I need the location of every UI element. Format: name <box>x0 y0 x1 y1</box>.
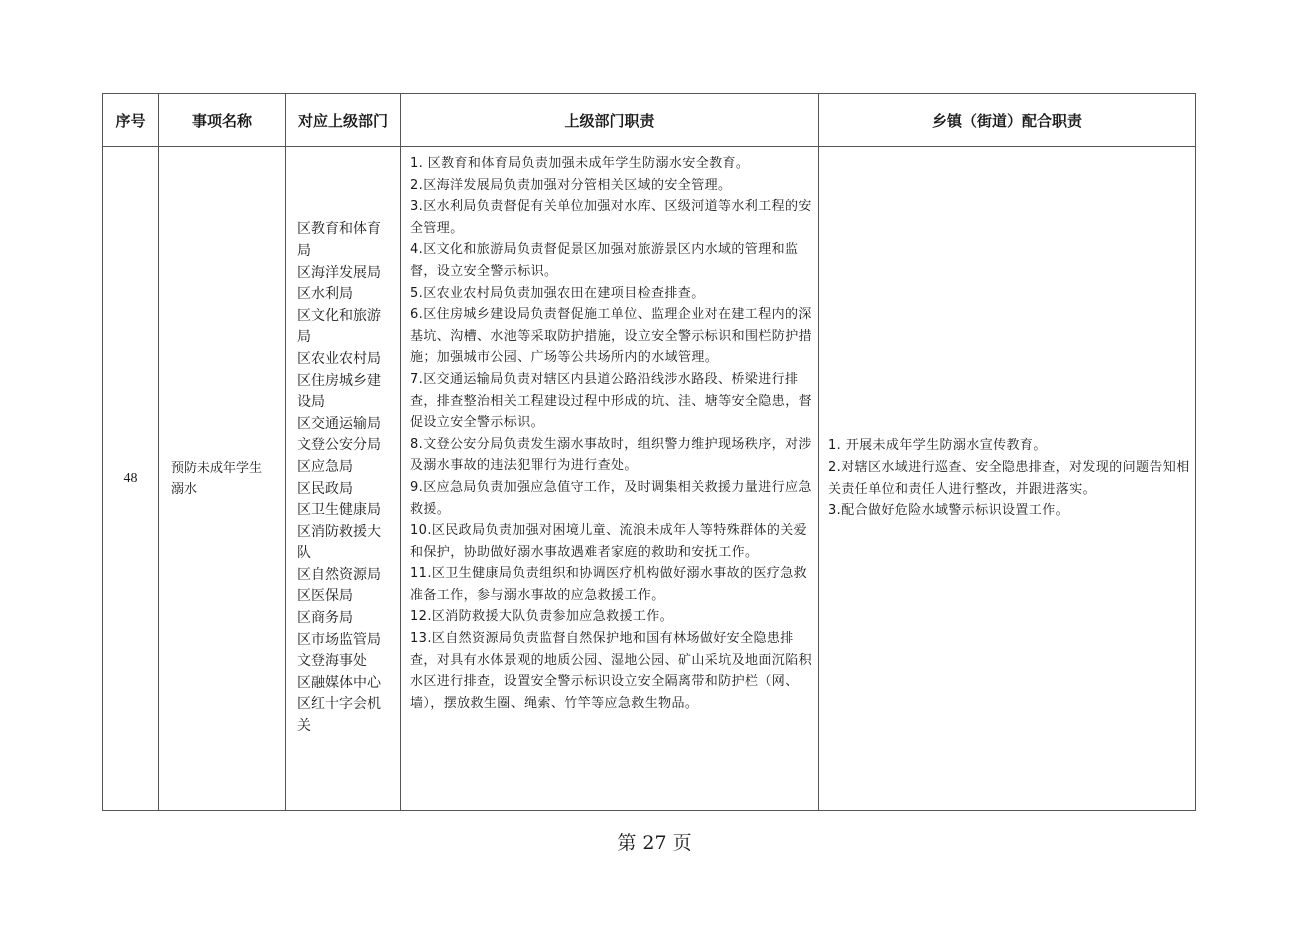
superior-duty-item: 4.区文化和旅游局负责督促景区加强对旅游景区内水域的管理和监督，设立安全警示标识。 <box>410 242 799 279</box>
department-item: 区卫生健康局 <box>297 502 381 519</box>
department-item: 关 <box>297 718 311 735</box>
department-item: 区自然资源局 <box>297 566 381 583</box>
row-superior-duties-cell <box>401 147 819 811</box>
superior-duty-item: 13.区自然资源局负责监督自然保护地和国有林场做好安全隐患排查，对具有水体景观的地质公园、湿地公园、矿山采坑及地面沉陷积水区进行排查，设置安全警示标识设立安全隔离带和防护栏（网、墙），摆放救生圈、绳索、竹竿等应急救生物品。 <box>410 631 813 711</box>
header-town-duties: 乡镇（街道）配合职责 <box>819 94 1196 147</box>
superior-duty-item: 7.区交通运输局负责对辖区内县道公路沿线涉水路段、桥梁进行排查，排查整治相关工程建设过程中形成的坑、洼、塘等安全隐患，督促设立安全警示标识。 <box>410 371 813 431</box>
header-item-name: 事项名称 <box>159 94 286 147</box>
department-item: 文登公安分局 <box>297 437 381 454</box>
row-town-duties-cell <box>819 147 1196 811</box>
town-duty-item: 3.配合做好危险水域警示标识设置工作。 <box>828 503 1070 519</box>
superior-duty-item: 11.区卫生健康局负责组织和协调医疗机构做好溺水事故的医疗急救准备工作，参与溺水事故的应急救援工作。 <box>410 566 808 603</box>
superior-duty-list <box>401 147 818 718</box>
department-item: 区红十字会机 <box>297 696 381 713</box>
header-number: 序号 <box>103 94 159 147</box>
department-item: 文登海事处 <box>297 653 367 670</box>
superior-duty-item: 6.区住房城乡建设局负责督促施工单位、监理企业对在建工程内的深基坑、沟槽、水池等采取防护措施，设立安全警示标识和围栏防护措施；加强城市公园、广场等公共场所内的水域管理。 <box>410 307 813 366</box>
town-duty-item: 2.对辖区水域进行巡查、安全隐患排查，对发现的问题告知相关责任单位和责任人进行整改，并跟进落实。 <box>828 459 1190 497</box>
superior-duty-item: 5.区农业农村局负责加强农田在建项目检查排查。 <box>410 285 705 301</box>
department-item: 队 <box>297 545 311 562</box>
department-item: 区民政局 <box>297 480 353 497</box>
department-item: 区教育和体育 <box>297 221 381 238</box>
town-duty-item: 1. 开展未成年学生防溺水宣传教育。 <box>828 438 1047 454</box>
department-item: 设局 <box>297 394 325 411</box>
row-number: 48 <box>103 147 159 811</box>
superior-duty-item: 1. 区教育和体育局负责加强未成年学生防溺水安全教育。 <box>410 156 750 171</box>
table-header-row <box>103 94 1196 147</box>
superior-duty-item: 8.文登公安分局负责发生溺水事故时，组织警力维护现场秩序，对涉及溺水事故的违法犯罪行为进行查处。 <box>410 436 812 474</box>
department-item: 区市场监管局 <box>297 631 381 648</box>
department-item: 区海洋发展局 <box>297 264 381 281</box>
responsibility-table <box>102 93 1196 811</box>
department-item: 区商务局 <box>297 610 353 627</box>
superior-duty-item: 12.区消防救援大队负责参加应急救援工作。 <box>410 609 674 625</box>
superior-duty-item: 3.区水利局负责督促有关单位加强对水库、区级河道等水利工程的安全管理。 <box>410 199 812 236</box>
item-name-text: 预防未成年学生溺水 <box>171 460 263 497</box>
department-item: 局 <box>297 242 311 259</box>
department-item: 区农业农村局 <box>297 350 381 367</box>
department-list <box>286 219 400 737</box>
superior-duty-item: 9.区应急局负责加强应急值守工作，及时调集相关救援力量进行应急救援。 <box>410 479 812 517</box>
department-item: 区消防救援大 <box>297 523 381 540</box>
department-item: 区文化和旅游 <box>297 307 381 324</box>
department-item: 区应急局 <box>297 458 353 475</box>
department-item: 区水利局 <box>297 286 353 303</box>
header-superior-duties: 上级部门职责 <box>401 94 819 147</box>
header-departments: 对应上级部门 <box>286 94 401 147</box>
department-item: 区交通运输局 <box>297 415 381 432</box>
town-duty-list <box>819 435 1195 521</box>
department-item: 区融媒体中心 <box>297 674 381 691</box>
row-departments-cell <box>286 147 401 811</box>
department-item: 区医保局 <box>297 588 353 605</box>
superior-duty-item: 10.区民政局负责加强对困境儿童、流浪未成年人等特殊群体的关爱和保护，协助做好溺水事故遇难者家庭的救助和安抚工作。 <box>410 523 808 560</box>
superior-duty-item: 2.区海洋发展局负责加强对分管相关区域的安全管理。 <box>410 177 732 193</box>
row-item-name <box>159 147 286 811</box>
department-item: 局 <box>297 329 311 346</box>
table-row <box>103 147 1196 811</box>
department-item: 区住房城乡建 <box>297 372 381 389</box>
page-number: 第 27 页 <box>617 832 692 854</box>
